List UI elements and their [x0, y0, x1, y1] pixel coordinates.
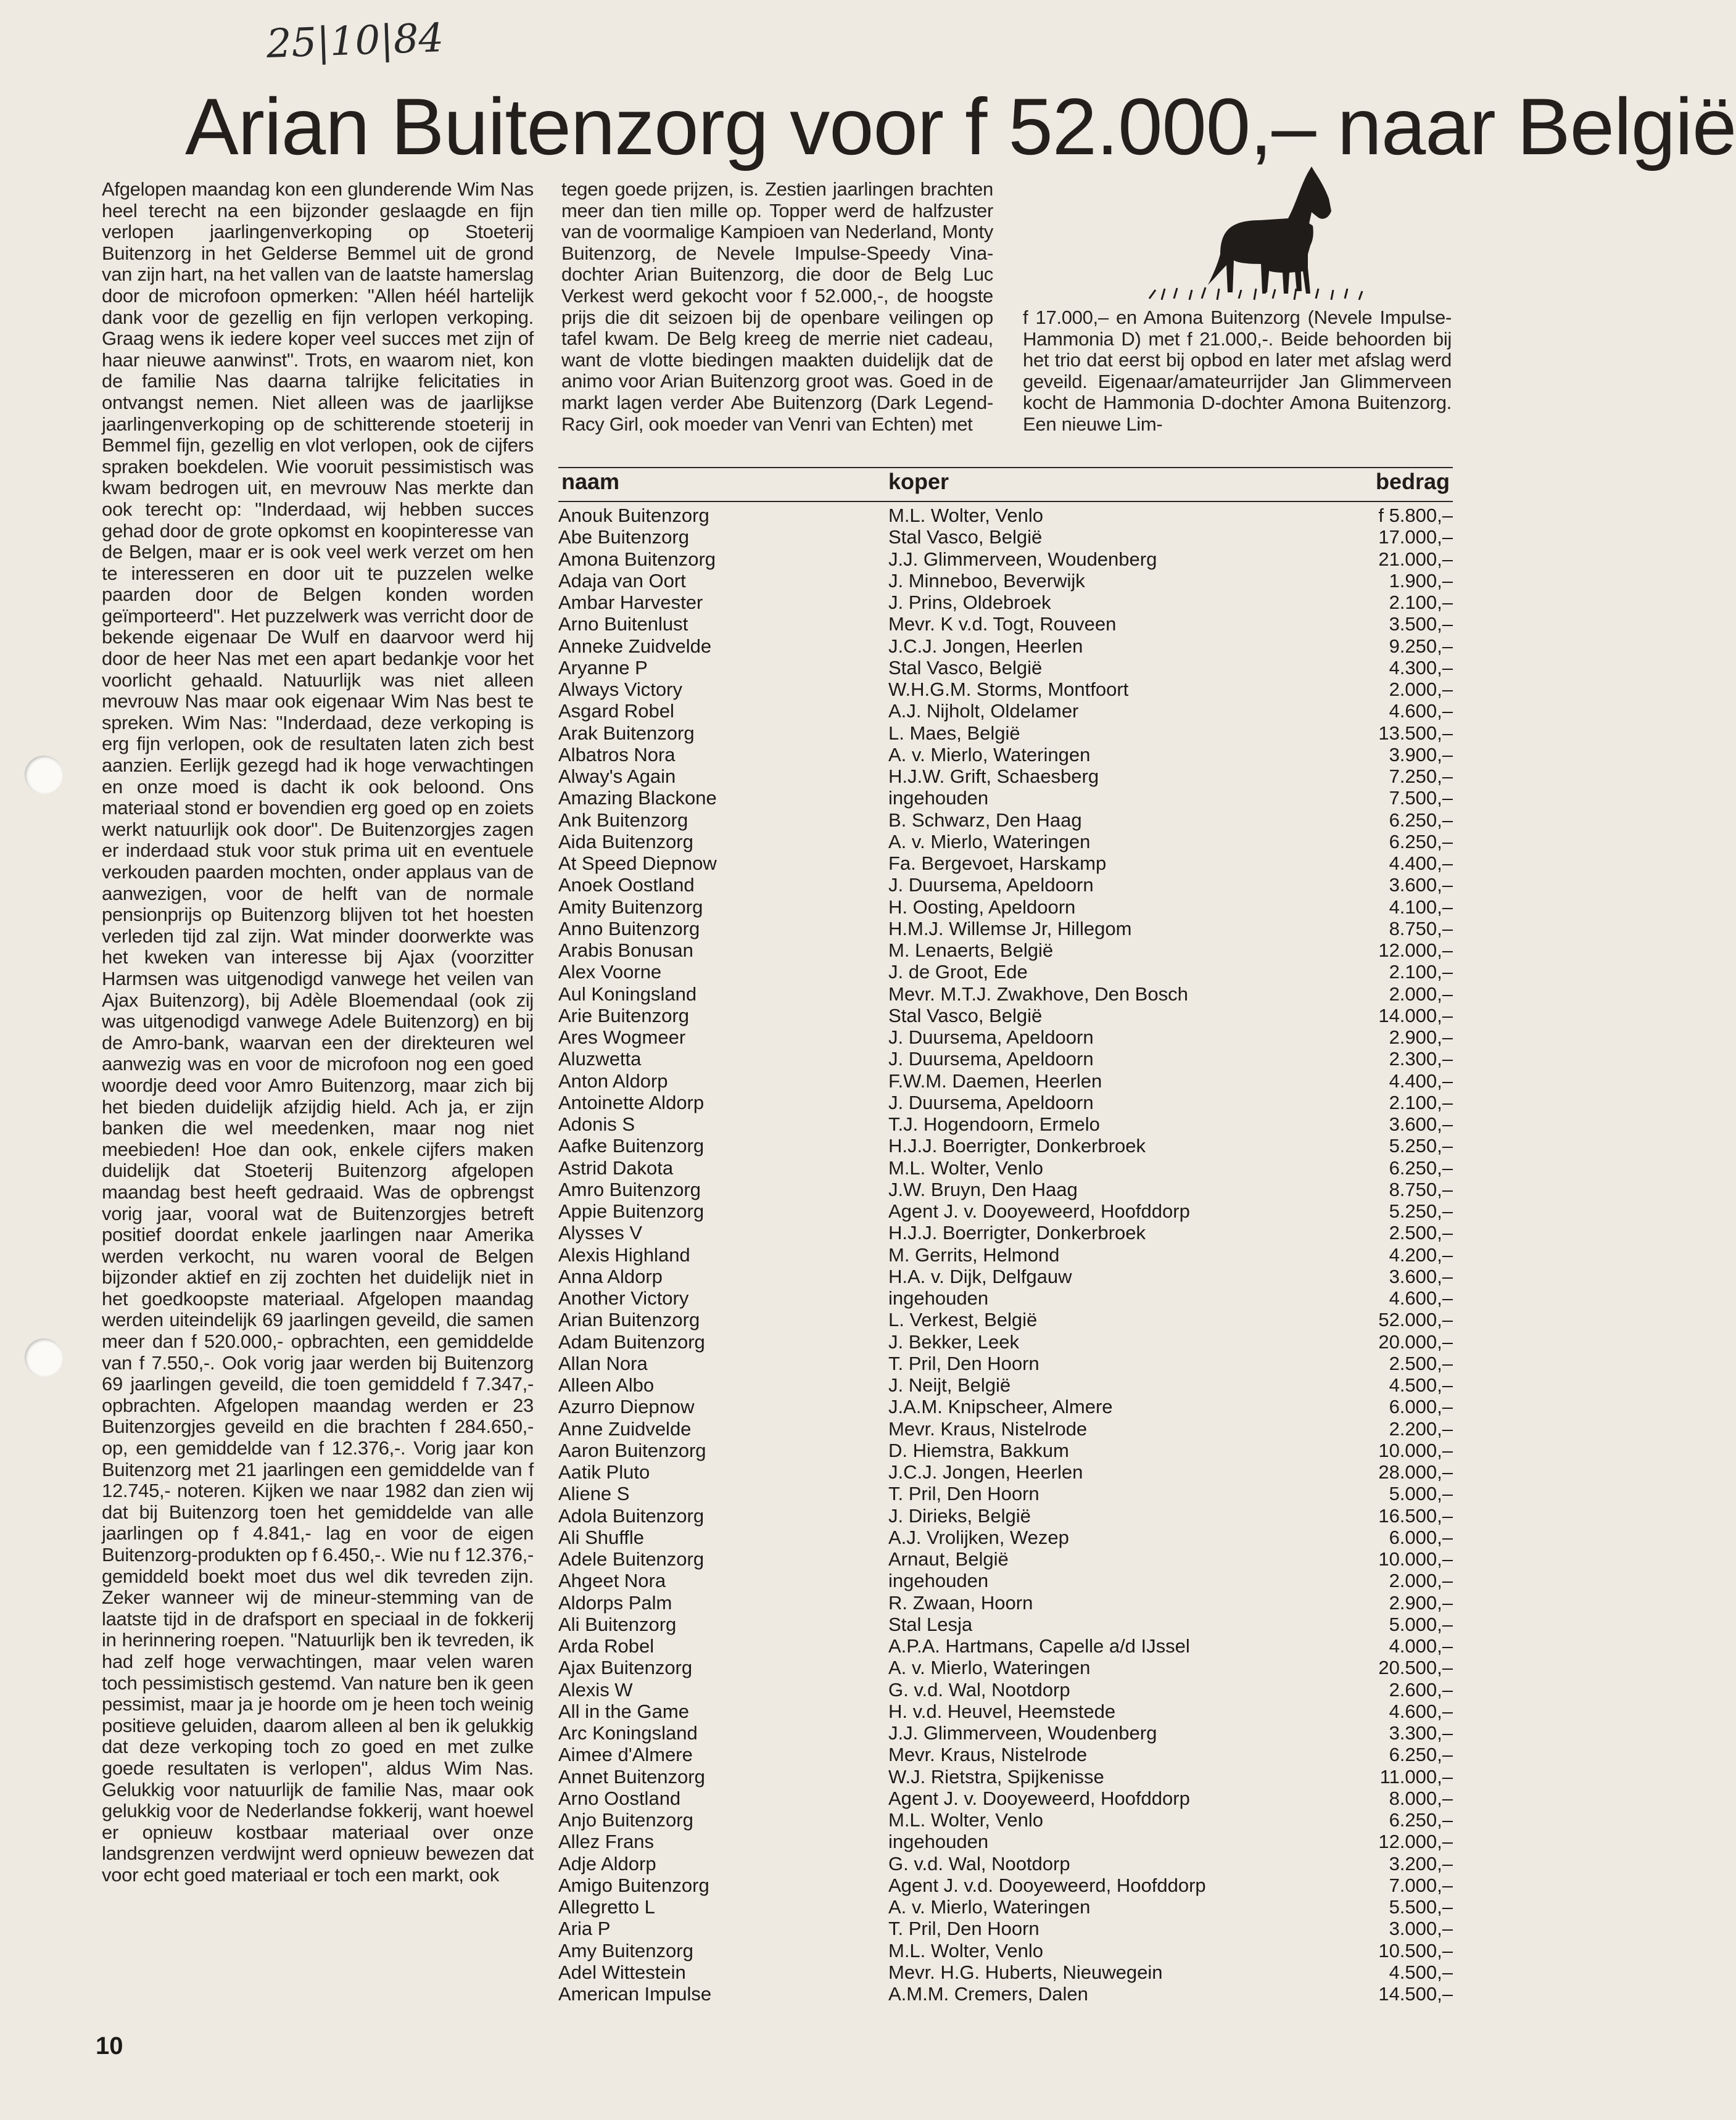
horse-name-cell: Always Victory [558, 678, 682, 700]
table-row [558, 570, 1453, 592]
horse-name-cell: Anton Aldorp [558, 1070, 668, 1092]
article-text-3: f 17.000,– en Amona Buitenzorg (Nevele Impulse-Hammonia D) met f 21.000,-. Beide behoorden bij het trio dat eerst bij opbod en later met afslag werd geveild. Eigenaar/amateurrijder Jan Glimmerveen kocht de Hammonia D-dochter Amona Buitenzorg. Een nieuwe Lim- [1023, 307, 1452, 435]
amount-cell: 8.750,– [1389, 1178, 1453, 1200]
horse-name-cell: Arno Oostland [558, 1787, 681, 1809]
table-row [558, 1418, 1453, 1440]
buyer-cell: M. Gerrits, Helmond [888, 1244, 1060, 1266]
horse-name-cell: Alleen Albo [558, 1374, 655, 1396]
buyer-cell: ingehouden [888, 1287, 989, 1309]
horse-name-cell: Appie Buitenzorg [558, 1200, 705, 1222]
horse-name-cell: All in the Game [558, 1700, 689, 1722]
horse-name-cell: Arak Buitenzorg [558, 722, 695, 744]
horse-name-cell: Ali Shuffle [558, 1526, 645, 1548]
buyer-cell: Stal Vasco, België [888, 1004, 1043, 1026]
table-row [558, 852, 1453, 874]
amount-cell: 2.100,– [1389, 592, 1453, 613]
amount-cell: 6.250,– [1389, 809, 1453, 831]
table-row [558, 1005, 1453, 1026]
table-row [558, 1570, 1453, 1591]
table-row [558, 896, 1453, 918]
table-row [558, 613, 1453, 635]
amount-cell: 6.250,– [1389, 1809, 1453, 1831]
buyer-cell: Agent J. v.d. Dooyeweerd, Hoofddorp [888, 1874, 1206, 1896]
punch-hole [25, 756, 63, 794]
buyer-cell: M.L. Wolter, Venlo [888, 1809, 1043, 1831]
horse-name-cell: Amona Buitenzorg [558, 548, 716, 570]
buyer-cell: Mevr. Kraus, Nistelrode [888, 1417, 1088, 1440]
buyer-cell: Fa. Bergevoet, Harskamp [888, 852, 1107, 874]
table-row [558, 1287, 1453, 1309]
buyer-cell: J.J. Glimmerveen, Woudenberg [888, 548, 1157, 570]
amount-cell: 4.500,– [1389, 1374, 1453, 1396]
table-row [558, 700, 1453, 722]
table-row [558, 1853, 1453, 1875]
table-row [558, 1483, 1453, 1504]
amount-cell: 2.000,– [1389, 1570, 1453, 1592]
amount-cell: 4.100,– [1389, 896, 1453, 918]
amount-cell: 17.000,– [1378, 526, 1453, 548]
amount-cell: 2.000,– [1389, 983, 1453, 1005]
horse-name-cell: Alway's Again [558, 765, 676, 787]
table-row [558, 1918, 1453, 1939]
table-row [558, 1374, 1453, 1396]
amount-cell: 3.900,– [1389, 743, 1453, 765]
horse-name-cell: Arie Buitenzorg [558, 1004, 689, 1026]
table-row [558, 765, 1453, 787]
horse-name-cell: Amro Buitenzorg [558, 1178, 701, 1200]
table-row [558, 505, 1453, 526]
amount-cell: 4.000,– [1389, 1635, 1453, 1657]
amount-cell: 6.250,– [1389, 830, 1453, 852]
horse-name-cell: Aafke Buitenzorg [558, 1135, 705, 1157]
amount-cell: 2.000,– [1389, 678, 1453, 700]
table-row [558, 787, 1453, 809]
article-column-2 [561, 179, 993, 435]
amount-cell: 2.900,– [1389, 1026, 1453, 1048]
table-row [558, 961, 1453, 983]
table-row [558, 1527, 1453, 1548]
table-row [558, 548, 1453, 570]
buyer-cell: J.C.J. Jongen, Heerlen [888, 635, 1083, 657]
table-row [558, 1896, 1453, 1918]
table-row [558, 939, 1453, 961]
table-row [558, 1353, 1453, 1374]
horse-name-cell: Alexis W [558, 1678, 633, 1701]
horse-name-cell: Azurro Diepnow [558, 1396, 695, 1418]
horse-name-cell: Ali Buitenzorg [558, 1613, 677, 1635]
amount-cell: 2.300,– [1389, 1048, 1453, 1070]
buyer-cell: H.J.J. Boerrigter, Donkerbroek [888, 1135, 1146, 1157]
amount-cell: 3.000,– [1389, 1918, 1453, 1940]
amount-cell: 8.000,– [1389, 1787, 1453, 1809]
amount-cell: 10.500,– [1378, 1939, 1453, 1961]
buyer-cell: J. Prins, Oldebroek [888, 592, 1051, 613]
table-row [558, 722, 1453, 744]
table-row [558, 1309, 1453, 1330]
amount-cell: 12.000,– [1378, 939, 1453, 961]
horse-name-cell: Arda Robel [558, 1635, 655, 1657]
horse-name-cell: Amity Buitenzorg [558, 896, 703, 918]
buyer-cell: W.J. Rietstra, Spijkenisse [888, 1765, 1104, 1788]
buyer-cell: T. Pril, Den Hoorn [888, 1918, 1040, 1940]
table-row [558, 744, 1453, 765]
amount-cell: 8.750,– [1389, 917, 1453, 939]
table-row [558, 831, 1453, 852]
amount-cell: 2.500,– [1389, 1352, 1453, 1374]
amount-cell: 1.900,– [1389, 569, 1453, 592]
horse-name-cell: Aimee d'Almere [558, 1744, 693, 1766]
amount-cell: 16.500,– [1378, 1504, 1453, 1527]
table-header-name: naam [561, 469, 620, 494]
amount-cell: 6.250,– [1389, 1157, 1453, 1179]
horse-name-cell: Adaja van Oort [558, 569, 686, 592]
buyer-cell: J.J. Glimmerveen, Woudenberg [888, 1722, 1157, 1744]
horse-name-cell: Adola Buitenzorg [558, 1504, 705, 1527]
buyer-cell: A.J. Vrolijken, Wezep [888, 1526, 1069, 1548]
amount-cell: 3.600,– [1389, 874, 1453, 896]
amount-cell: 14.500,– [1378, 1983, 1453, 2005]
buyer-cell: B. Schwarz, Den Haag [888, 809, 1082, 831]
table-row [558, 1026, 1453, 1048]
table-row [558, 1875, 1453, 1896]
buyer-cell: M. Lenaerts, België [888, 939, 1054, 961]
amount-cell: 3.300,– [1389, 1722, 1453, 1744]
table-row [558, 1831, 1453, 1852]
table-row [558, 918, 1453, 939]
table-header-amount: bedrag [1375, 469, 1450, 494]
horse-name-cell: Adje Aldorp [558, 1852, 656, 1875]
horse-name-cell: Allegretto L [558, 1896, 655, 1918]
horse-name-cell: Adele Buitenzorg [558, 1548, 705, 1570]
horse-name-cell: Allan Nora [558, 1352, 648, 1374]
horse-name-cell: Alex Voorne [558, 961, 662, 983]
table-row [558, 1766, 1453, 1788]
table-row [558, 1135, 1453, 1157]
horse-name-cell: Aria P [558, 1918, 611, 1940]
buyer-cell: Stal Vasco, België [888, 526, 1043, 548]
amount-cell: 28.000,– [1378, 1461, 1453, 1483]
buyer-cell: T.J. Hogendoorn, Ermelo [888, 1113, 1100, 1135]
buyer-cell: Stal Lesja [888, 1613, 973, 1635]
buyer-cell: J. Duursema, Apeldoorn [888, 1026, 1094, 1048]
buyer-cell: Agent J. v. Dooyeweerd, Hoofddorp [888, 1200, 1190, 1222]
table-row [558, 874, 1453, 896]
amount-cell: 4.200,– [1389, 1244, 1453, 1266]
amount-cell: 4.600,– [1389, 1287, 1453, 1309]
buyer-cell: Stal Vasco, België [888, 656, 1043, 678]
table-row [558, 1396, 1453, 1417]
horse-name-cell: Arno Buitenlust [558, 613, 688, 635]
amount-cell: 2.600,– [1389, 1678, 1453, 1701]
table-row [558, 1179, 1453, 1200]
amount-cell: 4.600,– [1389, 1700, 1453, 1722]
horse-name-cell: Alysses V [558, 1222, 643, 1244]
buyer-cell: A.J. Nijholt, Oldelamer [888, 700, 1079, 722]
amount-cell: 6.000,– [1389, 1526, 1453, 1548]
horse-name-cell: Aldorps Palm [558, 1591, 672, 1614]
horse-name-cell: Amigo Buitenzorg [558, 1874, 709, 1896]
amount-cell: 2.100,– [1389, 961, 1453, 983]
punch-hole [25, 1338, 63, 1377]
amount-cell: 4.500,– [1389, 1961, 1453, 1983]
buyer-cell: G. v.d. Wal, Nootdorp [888, 1678, 1070, 1701]
handwritten-date: 25|10|84 [265, 15, 445, 67]
amount-cell: 12.000,– [1378, 1831, 1453, 1853]
horse-name-cell: Alexis Highland [558, 1244, 690, 1266]
table-header-buyer: koper [888, 469, 949, 494]
buyer-cell: H.J.W. Grift, Schaesberg [888, 765, 1099, 787]
table-row [558, 983, 1453, 1005]
horse-name-cell: Aatik Pluto [558, 1461, 650, 1483]
buyer-cell: ingehouden [888, 1570, 989, 1592]
buyer-cell: H.J.J. Boerrigter, Donkerbroek [888, 1222, 1146, 1244]
amount-cell: 6.250,– [1389, 1744, 1453, 1766]
table-row [558, 1092, 1453, 1113]
buyer-cell: L. Maes, België [888, 722, 1020, 744]
horse-name-cell: Anno Buitenzorg [558, 917, 700, 939]
amount-cell: 7.500,– [1389, 787, 1453, 809]
horse-name-cell: Ank Buitenzorg [558, 809, 688, 831]
buyer-cell: Arnaut, België [888, 1548, 1009, 1570]
table-row [558, 1331, 1453, 1353]
horse-name-cell: Anneke Zuidvelde [558, 635, 712, 657]
amount-cell: 2.200,– [1389, 1417, 1453, 1440]
buyer-cell: Mevr. Kraus, Nistelrode [888, 1744, 1088, 1766]
table-row [558, 1461, 1453, 1483]
horse-name-cell: Annet Buitenzorg [558, 1765, 705, 1788]
horse-name-cell: Anne Zuidvelde [558, 1417, 692, 1440]
buyer-cell: A. v. Mierlo, Wateringen [888, 743, 1091, 765]
buyer-cell: Agent J. v. Dooyeweerd, Hoofddorp [888, 1787, 1190, 1809]
table-row [558, 1548, 1453, 1570]
buyer-cell: J. Bekker, Leek [888, 1330, 1019, 1353]
table-row [558, 1983, 1453, 2005]
table-row [558, 1048, 1453, 1070]
auction-results-table [558, 505, 1453, 2005]
amount-cell: 6.000,– [1389, 1396, 1453, 1418]
amount-cell: 3.500,– [1389, 613, 1453, 635]
article-text-1: Afgelopen maandag kon een glunderende Wim Nas heel terecht na een bijzonder geslaagde en fijn verlopen jaarlingenverkoping op Stoeterij Buitenzorg in het Gelderse Bemmel uit de grond van zijn hart, na het vallen van de laatste hamerslag door de microfoon opmerken: "Allen héél hartelijk dank voor de gezellig en fijn verlopen verkoping. Graag wens ik iedere koper veel succes met zijn of haar nieuwe aanwinst". Trots, en waarom niet, kon de familie Nas daarna talrijke felicitaties in ontvangst nemen. Niet alleen was de jaarlijkse jaarlingenverkoping op de schitterende stoeterij in Bemmel fijn, gezellig en vlot verlopen, ook de cijfers spraken boekdelen. Wie vooruit pessimistisch was kwam bedrogen uit, en mevrouw Nas merkte dan ook terecht op: "Inderdaad, wij hebben succes gehad door de grote opkomst en koopinteresse van de Belgen, maar er is ook veel werk verzet om hen te interesseren en door uit te puzzelen welke paarden door de Belgen konden worden geïmporteerd". Het puzzelwerk was verricht door de bekende eigenaar De Wulf en daarvoor werd hij door de heer Nas met een apart bedankje voor het voorlicht gehaald. Natuurlijk was niet alleen mevrouw Nas maar ook eigenaar Wim Nas best te spreken. Wim Nas: "Inderdaad, deze verkoping is erg fijn verlopen, ook de resultaten laten zich best aanzien. Eerlijk gezegd had ik hoge verwachtingen en onze moed is dacht ik ook beloond. Ons materiaal stond er bovendien erg goed op en zoiets werkt natuurlijk ook door". De Buitenzorgjes zagen er inderdaad stuk voor stuk prima uit en eventuele verkouden paarden mochten, onder applaus van de aanwezigen, voor de helft van de normale pensionprijs op Buitenzorg blijven tot het hoesten verleden tijd zal zijn. Wat minder doorwerkte was het kweken van interesse bij Ajax (voorzitter Harmsen was uitgenodigd vanwege het veilen van Ajax Buitenzorg), bij Adèle Bloemendaal (ook zij was uitgenodigd vanwege Adele Buitenzorg) en bij de Amro-bank, waarvan een der direkteuren wel aanwezig was en voor de microfoon nog een goed woordje deed voor Amro Buitenzorg, maar zich bij het bieden duidelijk afzijdig hield. Ach ja, er zijn banken die wel meedenken, maar nog niet meebieden! Hoe dan ook, enkele cijfers maken duidelijk dat Stoeterij Buitenzorg afgelopen maandag best heeft gedraaid. Was de opbrengst vorig jaar, vooral wat de Buitenzorgjes betreft positief doordat enkele jaarlingen naar Amerika werden verkocht, nu waren vooral de Belgen bijzonder aktief en zij zochten het duidelijk niet in het goedkoopste materiaal. Afgelopen maandag werden uiteindelijk 69 jaarlingen geveild, die samen meer dan f 520.000,- opbrachten, een gemiddelde van f 7.550,-. Ook vorig jaar werden bij Buitenzorg 69 jaarlingen geveild, die toen gemiddeld f 7.347,- opbrachten. Afgelopen maandag werden er 23 Buitenzorgjes geveild en die brachten f 284.650,- op, een gemiddelde van f 12.376,-. Vorig jaar kon Buitenzorg met 21 jaarlingen een gemiddelde van f 12.745,- noteren. Kijken we naar 1982 dan zien wij dat bij Buitenzorg toen het gemiddelde van alle jaarlingen op f 4.841,- lag en voor de eigen Buitenzorg-produkten op f 6.450,-. Wie nu f 12.376,- gemiddeld boekt moet dus wel dik tevreden zijn. Zeker wanneer wij de mineur-stemming van de laatste tijd in de drafsport en speciaal in de fokkerij in herinnering roepen. "Natuurlijk ben ik tevreden, ik had zelf hoge verwachtingen, maar velen waren toch pessimistisch gestemd. Van nature ben ik geen pessimist, maar ja je hoorde om je heen toch weinig positieve geluiden, daarom alleen al ben ik gelukkig dat deze verkoping toch zo goed en met zulke goede resultaten is verlopen", aldus Wim Nas. Gelukkig voor natuurlijk de familie Nas, maar ook gelukkig voor de Nederlandse fokkerij, want hoewel er opnieuw kostbaar materiaal over onze landsgrenzen verdwijnt werd opnieuw bewezen dat voor echt goed materiaal er toch een markt, ook [102, 178, 534, 1886]
buyer-cell: J. Neijt, België [888, 1374, 1011, 1396]
amount-cell: 20.500,– [1378, 1657, 1453, 1679]
amount-cell: f 5.800,– [1378, 505, 1453, 526]
buyer-cell: ingehouden [888, 787, 989, 809]
table-row [558, 1070, 1453, 1092]
buyer-cell: J. Dirieks, België [888, 1504, 1031, 1527]
horse-name-cell: Anouk Buitenzorg [558, 505, 709, 526]
table-row [558, 592, 1453, 613]
horse-name-cell: Amy Buitenzorg [558, 1939, 693, 1961]
table-row [558, 1113, 1453, 1135]
buyer-cell: T. Pril, Den Hoorn [888, 1483, 1040, 1505]
table-row [558, 1440, 1453, 1461]
horse-name-cell: Allez Frans [558, 1831, 655, 1853]
table-row [558, 1157, 1453, 1179]
horse-name-cell: At Speed Diepnow [558, 852, 717, 874]
table-row [558, 1788, 1453, 1809]
table-row [558, 635, 1453, 657]
table-row [558, 1701, 1453, 1722]
buyer-cell: R. Zwaan, Hoorn [888, 1591, 1033, 1614]
page-number: 10 [96, 2032, 123, 2060]
amount-cell: 13.500,– [1378, 722, 1453, 744]
horse-name-cell: Ahgeet Nora [558, 1570, 666, 1592]
buyer-cell: Mevr. H.G. Huberts, Nieuwegein [888, 1961, 1163, 1983]
amount-cell: 5.000,– [1389, 1613, 1453, 1635]
amount-cell: 4.600,– [1389, 700, 1453, 722]
buyer-cell: A. v. Mierlo, Wateringen [888, 830, 1091, 852]
buyer-cell: M.L. Wolter, Venlo [888, 1939, 1043, 1961]
buyer-cell: H.A. v. Dijk, Delfgauw [888, 1265, 1072, 1287]
table-row [558, 526, 1453, 548]
horse-name-cell: Ares Wogmeer [558, 1026, 686, 1048]
horse-name-cell: Aul Koningsland [558, 983, 697, 1005]
table-row [558, 1809, 1453, 1831]
table-row [558, 1961, 1453, 1983]
table-row [558, 1940, 1453, 1961]
buyer-cell: A.P.A. Hartmans, Capelle a/d IJssel [888, 1635, 1190, 1657]
buyer-cell: L. Verkest, België [888, 1309, 1038, 1331]
table-row [558, 1614, 1453, 1635]
article-text-2: tegen goede prijzen, is. Zestien jaarlingen brachten meer dan tien mille op. Topper werd de halfzuster van de voormalige Kampioen van Nederland, Monty Buitenzorg, de Nevele Impulse-Speedy Vina-dochter Arian Buitenzorg, die door de Belg Luc Verkest werd gekocht voor f 52.000,-, de hoogste prijs die dit seizoen bij de openbare veilingen op tafel kwam. De Belg kreeg de merrie niet cadeau, want de vlotte biedingen maakten duidelijk dat de animo voor Arian Buitenzorg groot was. Goed in de markt lagen verder Abe Buitenzorg (Dark Legend-Racy Girl, ook moeder van Venri van Echten) met [561, 178, 993, 435]
horse-name-cell: Arabis Bonusan [558, 939, 693, 961]
horse-name-cell: Ambar Harvester [558, 592, 703, 613]
buyer-cell: Mevr. K v.d. Togt, Rouveen [888, 613, 1117, 635]
amount-cell: 5.500,– [1389, 1896, 1453, 1918]
amount-cell: 9.250,– [1389, 635, 1453, 657]
buyer-cell: H.M.J. Willemse Jr, Hillegom [888, 917, 1132, 939]
amount-cell: 20.000,– [1378, 1330, 1453, 1353]
horse-name-cell: Abe Buitenzorg [558, 526, 689, 548]
horse-name-cell: Adel Wittestein [558, 1961, 686, 1983]
horse-name-cell: Antoinette Aldorp [558, 1091, 705, 1113]
horse-name-cell: Aida Buitenzorg [558, 830, 693, 852]
horse-name-cell: Astrid Dakota [558, 1157, 674, 1179]
buyer-cell: J.A.M. Knipscheer, Almere [888, 1396, 1113, 1418]
table-row [558, 1244, 1453, 1266]
horse-name-cell: Adonis S [558, 1113, 635, 1135]
horse-name-cell: Anjo Buitenzorg [558, 1809, 693, 1831]
amount-cell: 2.900,– [1389, 1591, 1453, 1614]
table-row [558, 1657, 1453, 1678]
headline: Arian Buitenzorg voor f 52.000,– naar België [185, 81, 1736, 171]
horse-name-cell: Ajax Buitenzorg [558, 1657, 693, 1679]
buyer-cell: J. de Groot, Ede [888, 961, 1028, 983]
table-row [558, 1222, 1453, 1244]
buyer-cell: A. v. Mierlo, Wateringen [888, 1657, 1091, 1679]
horse-name-cell: Aryanne P [558, 656, 648, 678]
amount-cell: 4.400,– [1389, 852, 1453, 874]
amount-cell: 52.000,– [1378, 1309, 1453, 1331]
buyer-cell: Mevr. M.T.J. Zwakhove, Den Bosch [888, 983, 1188, 1005]
buyer-cell: J. Minneboo, Beverwijk [888, 569, 1085, 592]
buyer-cell: J. Duursema, Apeldoorn [888, 1048, 1094, 1070]
buyer-cell: H. Oosting, Apeldoorn [888, 896, 1076, 918]
horse-name-cell: Aaron Buitenzorg [558, 1439, 706, 1461]
amount-cell: 10.000,– [1378, 1548, 1453, 1570]
buyer-cell: J. Duursema, Apeldoorn [888, 874, 1094, 896]
table-row [558, 1679, 1453, 1701]
amount-cell: 5.000,– [1389, 1483, 1453, 1505]
amount-cell: 7.250,– [1389, 765, 1453, 787]
amount-cell: 14.000,– [1378, 1004, 1453, 1026]
article-column-1 [102, 179, 534, 1886]
amount-cell: 4.400,– [1389, 1070, 1453, 1092]
buyer-cell: ingehouden [888, 1831, 989, 1853]
horse-name-cell: Amazing Blackone [558, 787, 717, 809]
table-row [558, 1505, 1453, 1527]
table-row [558, 1200, 1453, 1222]
horse-name-cell: Anna Aldorp [558, 1265, 663, 1287]
buyer-cell: J. Duursema, Apeldoorn [888, 1091, 1094, 1113]
table-row [558, 1592, 1453, 1614]
buyer-cell: A.M.M. Cremers, Dalen [888, 1983, 1088, 2005]
horse-name-cell: Aluzwetta [558, 1048, 642, 1070]
table-row [558, 1722, 1453, 1744]
table-row [558, 809, 1453, 831]
amount-cell: 7.000,– [1389, 1874, 1453, 1896]
horse-name-cell: American Impulse [558, 1983, 712, 2005]
table-row [558, 657, 1453, 678]
amount-cell: 5.250,– [1389, 1135, 1453, 1157]
buyer-cell: M.L. Wolter, Venlo [888, 1157, 1043, 1179]
buyer-cell: F.W.M. Daemen, Heerlen [888, 1070, 1102, 1092]
table-row [558, 1744, 1453, 1765]
table-top-rule [558, 467, 1453, 468]
table-row [558, 1635, 1453, 1657]
horse-name-cell: Aliene S [558, 1483, 630, 1505]
horse-name-cell: Albatros Nora [558, 743, 676, 765]
table-header-rule [558, 501, 1453, 502]
amount-cell: 5.250,– [1389, 1200, 1453, 1222]
horse-name-cell: Asgard Robel [558, 700, 674, 722]
horse-and-foal-icon [1146, 162, 1368, 310]
amount-cell: 3.600,– [1389, 1113, 1453, 1135]
amount-cell: 4.300,– [1389, 656, 1453, 678]
buyer-cell: W.H.G.M. Storms, Montfoort [888, 678, 1129, 700]
amount-cell: 3.200,– [1389, 1852, 1453, 1875]
buyer-cell: T. Pril, Den Hoorn [888, 1352, 1040, 1374]
table-row [558, 1266, 1453, 1287]
buyer-cell: J.W. Bruyn, Den Haag [888, 1178, 1078, 1200]
amount-cell: 2.100,– [1389, 1091, 1453, 1113]
buyer-cell: M.L. Wolter, Venlo [888, 505, 1043, 526]
buyer-cell: H. v.d. Heuvel, Heemstede [888, 1700, 1116, 1722]
buyer-cell: A. v. Mierlo, Wateringen [888, 1896, 1091, 1918]
buyer-cell: J.C.J. Jongen, Heerlen [888, 1461, 1083, 1483]
amount-cell: 21.000,– [1378, 548, 1453, 570]
buyer-cell: D. Hiemstra, Bakkum [888, 1439, 1069, 1461]
amount-cell: 2.500,– [1389, 1222, 1453, 1244]
amount-cell: 3.600,– [1389, 1265, 1453, 1287]
horse-name-cell: Arian Buitenzorg [558, 1309, 700, 1331]
horse-name-cell: Adam Buitenzorg [558, 1330, 705, 1353]
horse-name-cell: Another Victory [558, 1287, 689, 1309]
amount-cell: 11.000,– [1379, 1765, 1453, 1788]
horse-name-cell: Arc Koningsland [558, 1722, 698, 1744]
horse-name-cell: Anoek Oostland [558, 874, 695, 896]
buyer-cell: G. v.d. Wal, Nootdorp [888, 1852, 1070, 1875]
article-column-3 [1023, 307, 1452, 435]
amount-cell: 10.000,– [1378, 1439, 1453, 1461]
table-row [558, 678, 1453, 700]
